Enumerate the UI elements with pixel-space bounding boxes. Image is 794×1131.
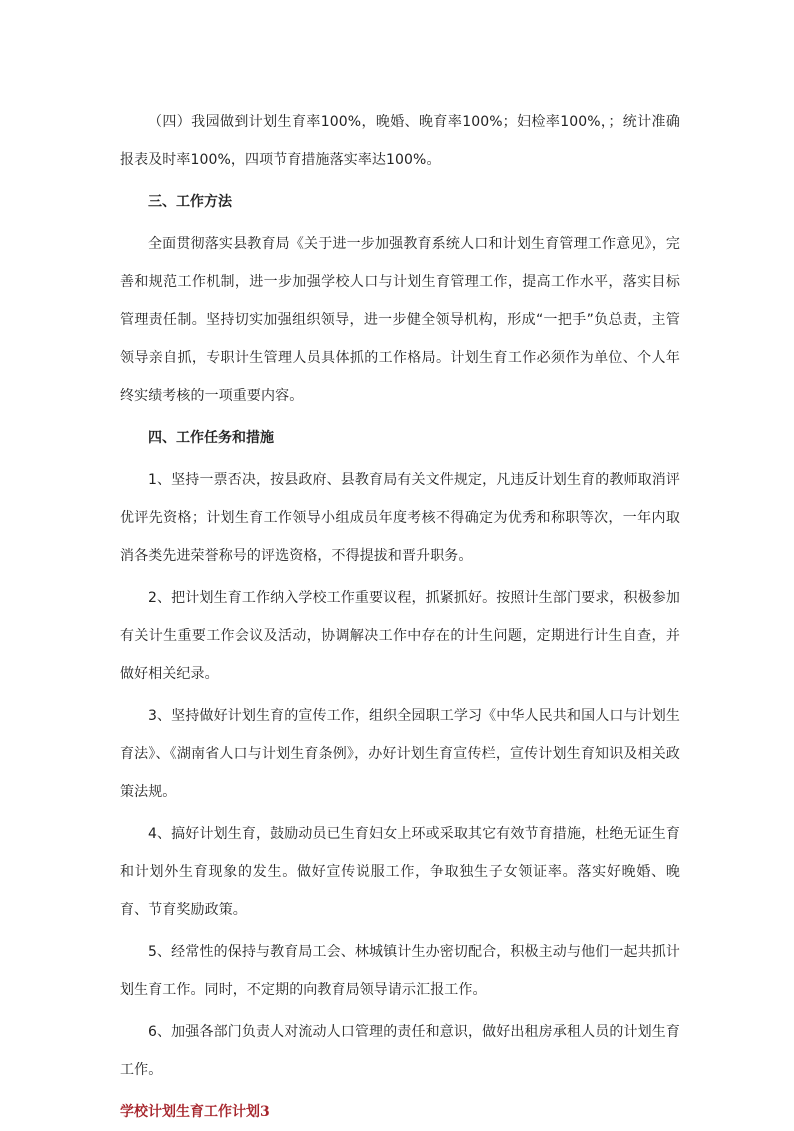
section-heading-tasks: 四、工作任务和措施 — [148, 430, 274, 446]
next-plan-title[interactable]: 学校计划生育工作计划3 — [120, 1104, 270, 1120]
section-heading-method: 三、工作方法 — [148, 194, 232, 210]
task-item-1: 1、坚持一票否决，按县政府、县教育局有关文件规定，凡违反计划生育的教师取消评优评先资格；计划生育工作领导小组成员年度考核不得确定为优秀和称职等次，一年内取消各类先进荣誉称号的评选资格，不得提拔和晋升职务。 — [120, 472, 680, 564]
task-item-6: 6、加强各部门负责人对流动人口管理的责任和意识，做好出租房承租人员的计划生育工作。 — [120, 1024, 680, 1078]
document-body — [120, 103, 680, 1131]
task-item-3: 3、坚持做好计划生育的宣传工作，组织全园职工学习《中华人民共和国人口与计划生育法》、《湖南省人口与计划生育条例》，办好计划生育宣传栏，宣传计划生育知识及相关政策法规。 — [120, 708, 680, 800]
paragraph-method: 全面贯彻落实县教育局《关于进一步加强教育系统人口和计划生育管理工作意见》，完善和规范工作机制，进一步加强学校人口与计划生育管理工作，提高工作水平，落实目标管理责任制。坚持切实加强组织领导，进一步健全领导机构，形成“一把手”负总责，主管领导亲自抓，专职计生管理人员具体抓的工作格局。计划生育工作必须作为单位、个人年终实绩考核的一项重要内容。 — [120, 236, 680, 404]
task-item-5: 5、经常性的保持与教育局工会、林城镇计生办密切配合，积极主动与他们一起共抓计划生育工作。同时，不定期的向教育局领导请示汇报工作。 — [120, 944, 680, 998]
paragraph-goal-4: （四）我园做到计划生育率100%，晚婚、晚育率100%；妇检率100%，；统计准确报表及时率100%，四项节育措施落实率达100%。 — [120, 114, 680, 168]
task-item-2: 2、把计划生育工作纳入学校工作重要议程，抓紧抓好。按照计生部门要求，积极参加有关计生重要工作会议及活动，协调解决工作中存在的计生问题，定期进行计生自查，并做好相关纪录。 — [120, 590, 680, 682]
task-item-4: 4、搞好计划生育，鼓励动员已生育妇女上环或采取其它有效节育措施，杜绝无证生育和计划外生育现象的发生。做好宣传说服工作，争取独生子女领证率。落实好晚婚、晚育、节育奖励政策。 — [120, 826, 680, 918]
